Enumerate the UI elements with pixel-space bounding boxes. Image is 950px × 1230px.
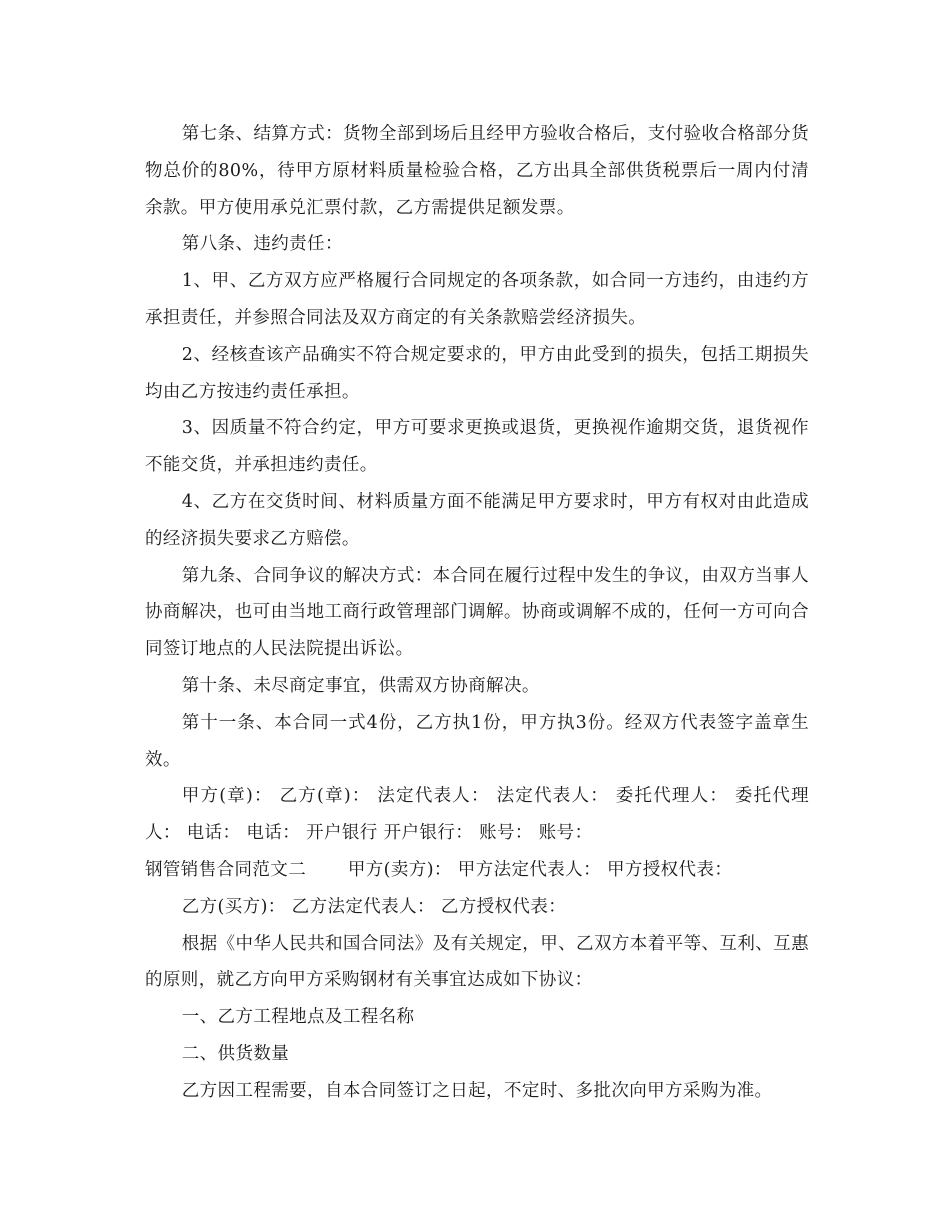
- party-b-line: 乙方(买方)： 乙方法定代表人： 乙方授权代表：: [181, 896, 567, 917]
- clause-10: 第十条、未尽商定事宜，供需双方协商解决。: [181, 675, 540, 696]
- clause-8-item-4: 4、乙方在交货时间、材料质量方面不能满足甲方要求时，甲方有权对由此造成的经济损失要求乙方赔偿。: [145, 491, 809, 549]
- signature-block: 甲方(章)： 乙方(章)： 法定代表人： 法定代表人： 委托代理人： 委托代理人： 电话： 电话： 开户银行 开户银行： 账号： 账号：: [145, 786, 809, 844]
- clause-8-heading: 第八条、违约责任：: [181, 234, 343, 255]
- clause-7-settlement: 第七条、结算方式：货物全部到场后且经甲方验收合格后，支付验收合格部分货物总价的80%，待甲方原材料质量检验合格，乙方出具全部供货税票后一周内付清余款。甲方使用承兑汇票付款，乙方需提供足额发票。: [145, 124, 809, 218]
- section-2-heading: 二、供货数量: [181, 1043, 290, 1064]
- document-body: [145, 116, 809, 1110]
- section-1-heading: 一、乙方工程地点及工程名称: [181, 1007, 415, 1028]
- clause-8-item-1: 1、甲、乙方双方应严格履行合同规定的各项条款，如合同一方违约，由违约方承担责任，并参照合同法及双方商定的有关条款赔尝经济损失。: [145, 271, 809, 328]
- preamble: 根据《中华人民共和国合同法》及有关规定，甲、乙双方本着平等、互利、互惠的原则，就乙方向甲方采购钢材有关事宜达成如下协议：: [145, 933, 809, 991]
- second-contract-title-line: 钢管销售合同范文二 甲方(卖方)： 甲方法定代表人： 甲方授权代表：: [145, 859, 733, 880]
- clause-11: 第十一条、本合同一式4份，乙方执1份，甲方执3份。经双方代表签字盖章生效。: [145, 712, 809, 770]
- section-2-body: 乙方因工程需要，自本合同签订之日起，不定时、多批次向甲方采购为准。: [181, 1080, 773, 1101]
- clause-8-item-2: 2、经核查该产品确实不符合规定要求的，甲方由此受到的损失，包括工期损失均由乙方按违约责任承担。: [145, 344, 809, 402]
- clause-9-dispute: 第九条、合同争议的解决方式：本合同在履行过程中发生的争议，由双方当事人协商解决，也可由当地工商行政管理部门调解。协商或调解不成的，任何一方可向合同签订地点的人民法院提出诉讼。: [145, 565, 809, 660]
- clause-8-item-3: 3、因质量不符合约定，甲方可要求更换或退货，更换视作逾期交货，退货视作不能交货，并承担违约责任。: [145, 418, 809, 476]
